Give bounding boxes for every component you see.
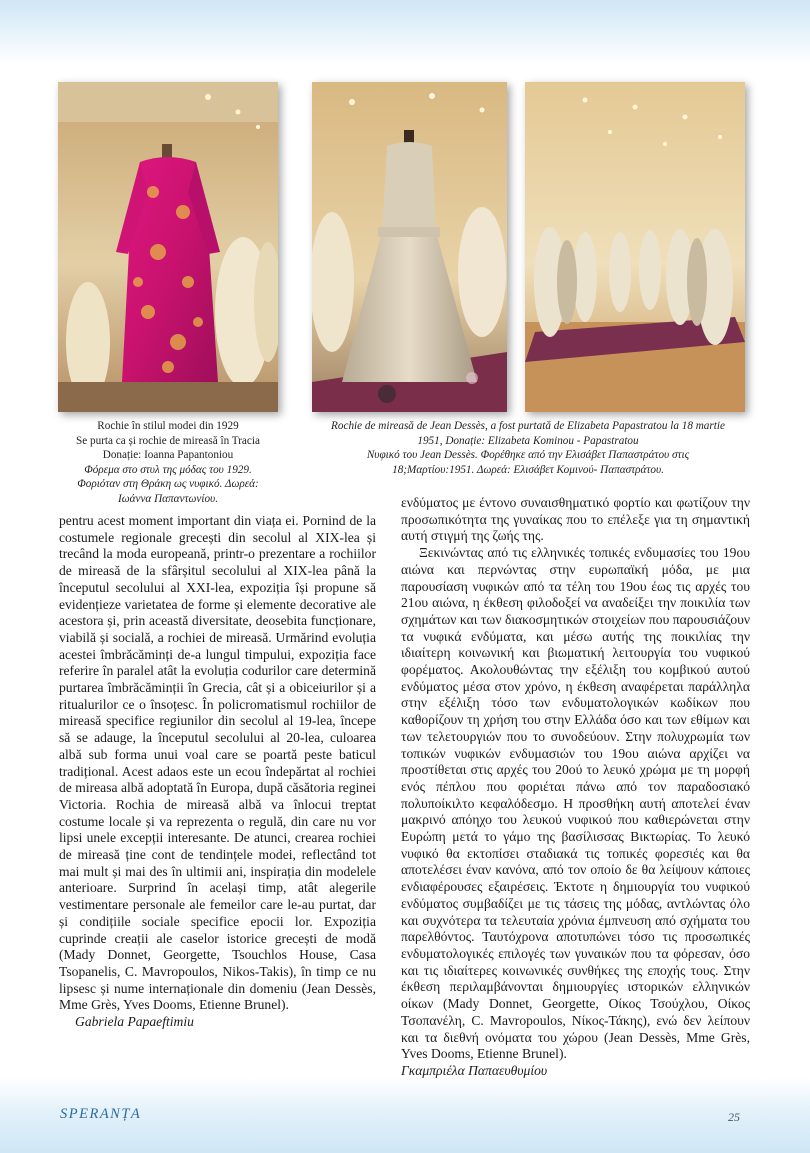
greek-body-paragraph: Ξεκινώντας από τις ελληνικές τοπικές ενδυμασίες του 19ου αιώνα και περνώντας στην ευρωπαϊκή μόδα, με μια παρουσίαση νυφικών από τα τέλη του 19ου έως τις αρχές του 21ου αιώνα, η έκθεση φιλοδοξεί να αναδείξει την ποικιλία των σχημάτων και των διακοσμητικών στοιχείων που παρουσιάζουν τα νυφικά ενδύματα, και μέσω αυτής της ποικιλίας την ιδιαίτερη κοινωνική και βιωματική λειτουργία του νυφικού φορέματος. Ακολουθώντας την εξέλιξη του κομβικού αυτού ενδύματος μέσα στον χρόνο, η έκθεση αναφέρεται παράλληλα στην εξέλιξη τόσο των ενδυματολογικών κωδίκων που καθορίζουν τη χρήση του στην Ελλάδα όσο και των εθίμων και των τελετουργιών που το συνοδεύουν. Στην πολυχρωμία των τοπικών νυφικών ενδυμασιών του 19ου αιώνα αρχίζει να προστίθεται στις αρχές του 20ού το λευκό χρώμα με τη μορφή ενός πέπλου που φοριέται πάνω από τον παραδοσιακό πολυποίκιλτο κεφαλόδεσμο. Η προσθήκη αυτή αποτελεί έναν μακρινό απόηχο του λευκού νυφικού που καθιερώνεται στην Ευρώπη μετά το γάμο της βασίλισσας Βικτωρίας. Το λευκό νυφικό θα εκτοπίσει σταδιακά τις τοπικές φορεσιές και θα αποτελέσει έναν κανόνα, από τον οποίο δε θα λείψουν κάποιες ενδιαφέρουσες εξαιρέσεις. Έκτοτε η δημιουργία του νυφικού ενδύματος συμβαδίζει με τις τάσεις της μόδας, αντλώντας όλο και συχνότερα τα τελευταία χρόνια έμπνευση από σχήματα του παρελθόντος. Ταυτόχρονα αποτυπώνει τόσο τις προσωπικές ενδυματολογικές επιλογές των γυναικών που τα φόρεσαν, όσο και τις ιδιαίτερες κοινωνικές συνθήκες της εποχής τους. Στην έκθεση περιλαμβάνονται δημιουργίες ιστορικών ελληνικών οίκων (Mady Donnet, Georgette, Οίκος Τσούχλου, Οίκος Τσοπανέλη, C. Mavropoulos, Νίκος-Τάκης), ενώ δεν λείπουν και τα διεθνή ονόματα του χώρου (Jean Dessès, Mme Grès, Yves Dooms, Etienne Brunel). bbox=[401, 545, 750, 1062]
page-number: 25 bbox=[728, 1110, 740, 1124]
caption-line: Rochie în stilul modei din 1929 bbox=[97, 420, 239, 432]
greek-intro-paragraph: ενδύματος με έντονο συναισθηματικό φορτίο και φωτίζουν την προσωπικότητα της γυναίκας που το επέλεξε για τη σημαντική αυτή στιγμή της ζωής της. bbox=[401, 495, 750, 544]
caption-line-greek: Φοριόταν στη Θράκη ως νυφικό. Δωρεά: bbox=[77, 478, 259, 491]
magazine-brand: SPERANȚA bbox=[60, 1106, 142, 1122]
photo-exhibition-gallery bbox=[525, 82, 745, 412]
article-greek-column bbox=[401, 495, 750, 1080]
caption-desses-gown bbox=[308, 419, 748, 477]
romanian-paragraph: pentru acest moment important din viața ei. Pornind de la costumele regionale grecești din secolul al XIX-lea și trecând la moda europeană, printr-o prezentare a rochiilor de mireasă de la sfârșitul secolului al XIX-lea până la începutul secolului al XXI-lea, expoziția își propune să evidențieze varietatea de forme și elemente decorative ale acestora și, prin această diversitate, deosebita funcționare, viabilă și socială, a rochiei de mireasă. Urmărind evoluția acestei îmbrăcăminți de-a lungul timpului, expoziția face referire în paralel atât la evoluția codurilor care determină purtarea îmbrăcăminții în Grecia, cât și a obiceiurilor și a ritualurilor ce o însoțesc. În policromatismul rochiilor de mireasă specifice regiunilor din secolul al 19-lea, începe să se adauge, la începutul secolului al 20-lea, culoarea albă sub forma unui voal care se poartă peste baticul tradițional. Acest adaos este un ecou îndepărtat al rochiei de mireasa albă adoptată în Europa, după căsătoria reginei Victoria. Rochia de mireasă albă va înlocui treptat costume locale și va reprezenta o regulă, din care nu vor lipsi unele excepții interesante. De atunci, crearea rochiei de mireasă ține cont de tendințele modei, reflectând tot mai mult și mai des în ultimii ani, inspirația din modelele anterioare. Surprind în același timp, atât alegerile vestimentare personale ale femeilor care le-au purtat, dar și condițiile sociale specifice epocii lor. Expoziția cuprinde creații ale caselor istorice grecești de modă (Mady Donnet, Georgette, Tsouchlos House, Casa Tsopanelis, C. Mavropoulos, Nikos-Takis), în timp ce nu lipsesc și nume internaționale din domeniu (Jean Dessès, Mme Grès, Yves Dooms, Etienne Brunel). bbox=[59, 513, 376, 1013]
caption-line: Se purta ca și rochie de mireasă în Tracia bbox=[76, 434, 260, 447]
caption-line: Rochie de mireasă de Jean Dessès, a fost purtată de Elizabeta Papastratou la 18 martie bbox=[331, 420, 725, 432]
caption-line: 1951, Donație: Elizabeta Kominou - Papastratou bbox=[417, 434, 639, 447]
photo-desses-gown bbox=[312, 82, 507, 412]
greek-author: Γκαμπριέλα Παπαευθυμίου bbox=[401, 1062, 548, 1078]
caption-line-greek: Νυφικό του Jean Dessès. Φορέθηκε από την Ελισάβετ Παπαστράτου στις bbox=[366, 449, 690, 462]
photo-magenta-dress bbox=[58, 82, 278, 412]
caption-magenta-dress bbox=[48, 419, 288, 507]
article-romanian-column bbox=[59, 513, 376, 1031]
caption-line-greek: Φόρεμα στο στυλ της μόδας του 1929. bbox=[84, 463, 252, 476]
caption-line: Donație: Ioanna Papantoniou bbox=[102, 449, 234, 462]
romanian-author: Gabriela Papaeftimiu bbox=[75, 1014, 194, 1030]
top-gradient-band bbox=[0, 0, 810, 64]
caption-line-greek: Ιωάννα Παπαντωνίου. bbox=[118, 492, 218, 505]
caption-line-greek: 18;Μαρτίου:1951. Δωρεά: Ελισάβετ Κομινού- Παπαστράτου. bbox=[392, 463, 664, 476]
